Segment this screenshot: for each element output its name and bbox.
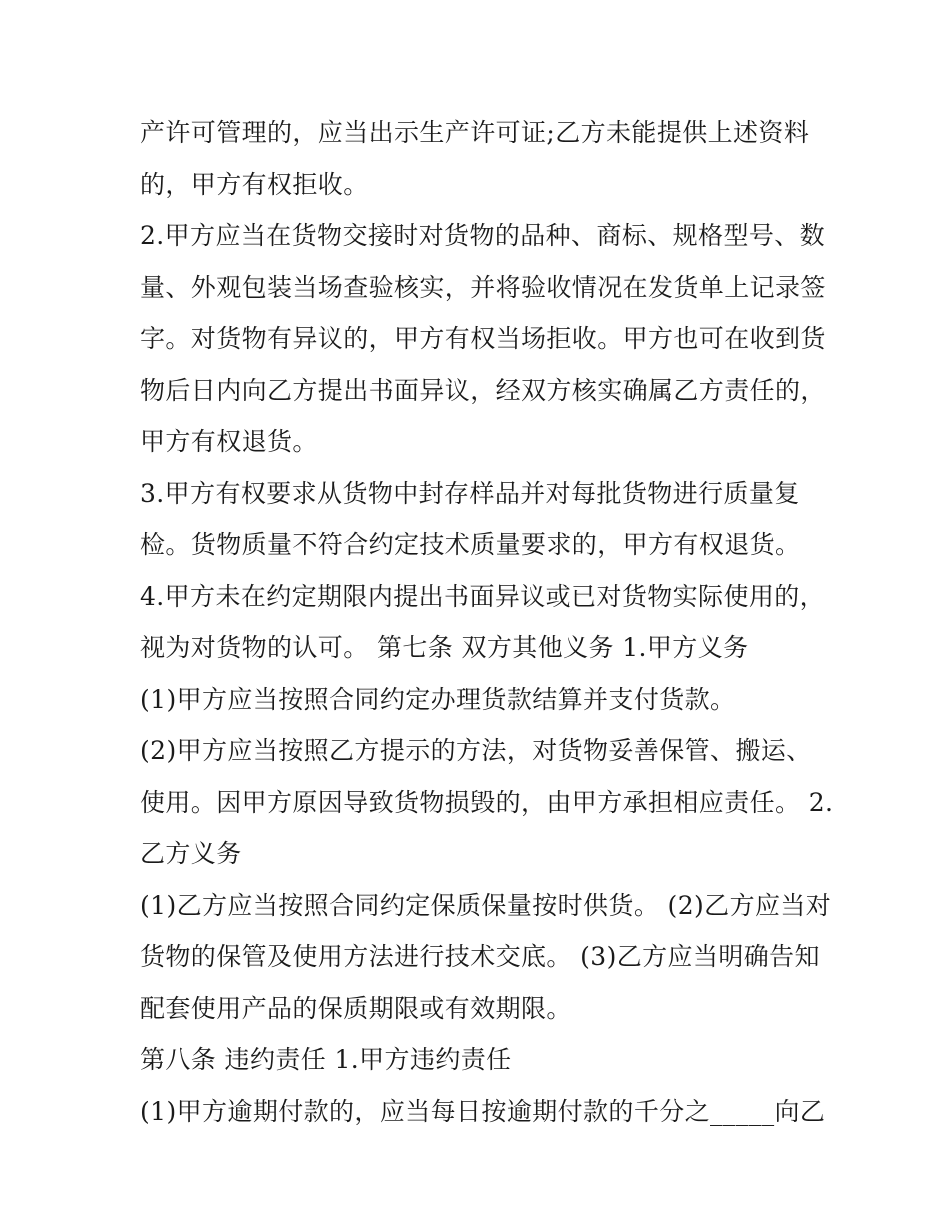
text-line: 视为对货物的认可。 第七条 双方其他义务 1.甲方义务 (140, 633, 749, 662)
text-line: 乙方义务 (140, 839, 242, 868)
text-line: (2)甲方应当按照乙方提示的方法，对货物妥善保管、搬运、 (140, 736, 812, 765)
text-line: 货物的保管及使用方法进行技术交底。 (3)乙方应当明确告知 (140, 942, 820, 971)
text-line: 3.甲方有权要求从货物中封存样品并对每批货物进行质量复 (140, 478, 800, 508)
text-line: 产许可管理的，应当出示生产许可证;乙方未能提供上述资料 (140, 118, 810, 147)
text-line: (1)甲方逾期付款的，应当每日按逾期付款的千分之_____向乙 (140, 1096, 826, 1126)
text-line: 量、外观包装当场查验核实，并将验收情况在发货单上记录签 (140, 272, 826, 302)
contract-text (140, 107, 834, 1137)
text-line: 物后日内向乙方提出书面异议，经双方核实确属乙方责任的， (140, 375, 826, 405)
text-line: 使用。因甲方原因导致货物损毁的，由甲方承担相应责任。 2. (140, 787, 834, 817)
text-line: 检。货物质量不符合约定技术质量要求的，甲方有权退货。 (140, 530, 801, 559)
text-line: 字。对货物有异议的，甲方有权当场拒收。甲方也可在收到货 (140, 324, 826, 353)
text-line: 配套使用产品的保质期限或有效期限。 (140, 993, 572, 1023)
text-line: (1)甲方应当按照合同约定办理货款结算并支付货款。 (140, 684, 736, 714)
text-line: 第八条 违约责任 1.甲方违约责任 (140, 1045, 512, 1074)
text-line: 4.甲方未在约定期限内提出书面异议或已对货物实际使用的， (140, 581, 826, 611)
text-line: 的，甲方有权拒收。 (140, 169, 369, 199)
text-line: (1)乙方应当按照合同约定保质保量按时供货。 (2)乙方应当对 (140, 890, 832, 920)
text-line: 2.甲方应当在货物交接时对货物的品种、商标、规格型号、数 (140, 221, 826, 250)
text-line: 甲方有权退货。 (140, 427, 318, 456)
